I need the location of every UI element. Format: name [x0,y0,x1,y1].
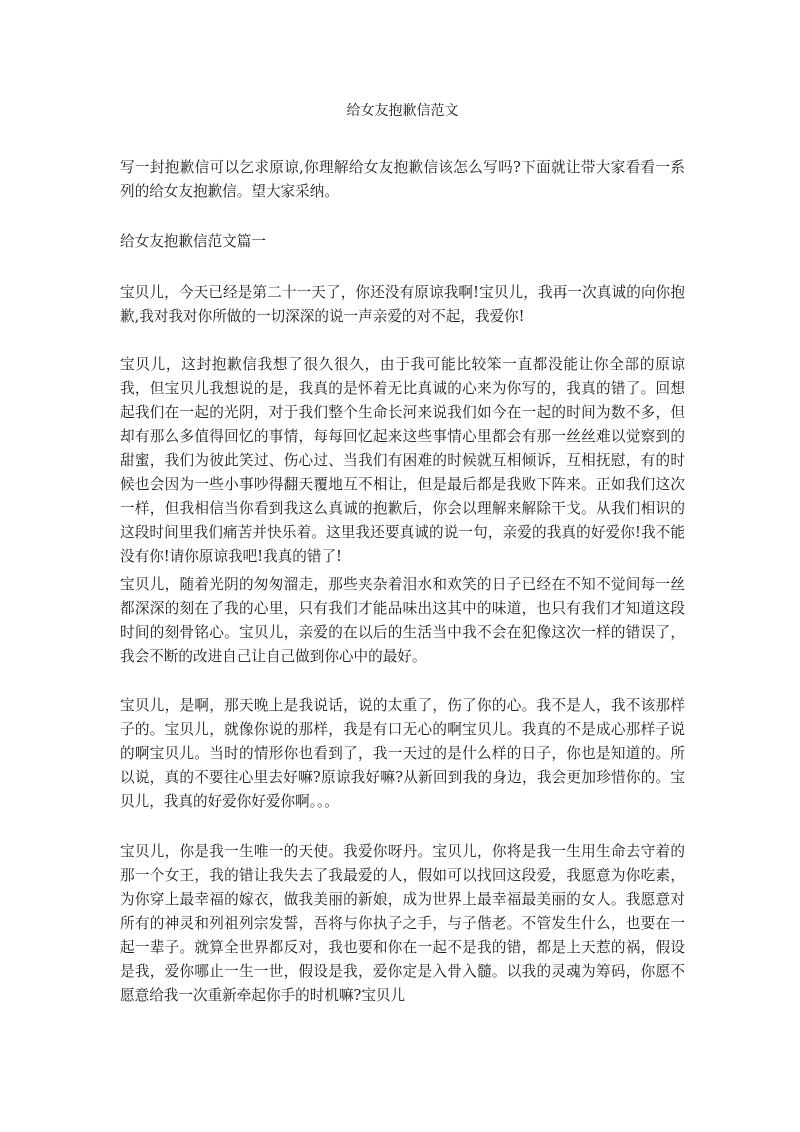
body-paragraph-3: 宝贝儿，随着光阴的匆匆溜走，那些夹杂着泪水和欢笑的日子已经在不知不觉间每一丝都深深的刻在了我的心里，只有我们才能品味出这其中的味道，也只有我们才知道这段时间的刻骨铭心。宝贝儿，亲爱的在以后的生活当中我不会在犯像这次一样的错误了，我会不断的改进自己让自己做到你心中的最好。 [120,576,685,665]
intro-paragraph: 写一封抱歉信可以乞求原谅,你理解给女友抱歉信该怎么写吗?下面就让带大家看看一系列的给女友抱歉信。望大家采纳。 [120,159,685,200]
section-heading: 给女友抱歉信范文篇一 [120,233,266,250]
body-paragraph-2: 宝贝儿，这封抱歉信我想了很久很久，由于我可能比较笨一直都没能让你全部的原谅我，但宝贝儿我想说的是，我真的是怀着无比真诚的心来为你写的，我真的错了。回想起我们在一起的光阴，对于我们整个生命长河来说我们如今在一起的时间为数不多，但却有那么多值得回忆的事情，每每回忆起来这些事情心里都会有那一丝丝难以觉察到的甜蜜，我们为彼此笑过、伤心过、当我们有困难的时候就互相倾诉，互相抚慰，有的时候也会因为一些小事吵得翻天覆地互不相让，但是最后都是我败下阵来。正如我们这次一样，但我相信当你看到我这么真诚的抱歉后，你会以理解来解除干戈。从我们相识的这段时间里我们痛苦并快乐着。这里我还要真诚的说一句，亲爱的我真的好爱你!我不能没有你!请你原谅我吧!我真的错了! [120,356,685,565]
body-paragraph-4: 宝贝儿，是啊，那天晚上是我说话，说的太重了，伤了你的心。我不是人，我不该那样子的。宝贝儿，就像你说的那样，我是有口无心的啊宝贝儿。我真的不是成心那样子说的啊宝贝儿。当时的情形你也看到了，我一天过的是什么样的日子，你也是知道的。所以说，真的不要往心里去好嘛?原谅我好嘛?从新回到我的身边，我会更加珍惜你的。宝贝儿，我真的好爱你好爱你啊。。。 [120,697,685,810]
body-paragraph-5: 宝贝儿，你是我一生唯一的天使。我爱你呀丹。宝贝儿，你将是我一生用生命去守着的那一个女王，我的错让我失去了我最爱的人，假如可以找回这段爱，我愿意为你吃素，为你穿上最幸福的嫁衣，做我美丽的新娘，成为世界上最幸福最美丽的女人。我愿意对所有的神灵和列祖列宗发誓，吾将与你执子之手，与子偕老。不管发生什么，也要在一起一辈子。就算全世界都反对，我也要和你在一起不是我的错，都是上天惹的祸，假设是我，爱你哪止一生一世，假设是我，爱你定是入骨入髓。以我的灵魂为筹码，你愿不愿意给我一次重新牵起你手的时机嘛?宝贝儿 [120,843,685,1004]
body-paragraph-1: 宝贝儿，今天已经是第二十一天了，你还没有原谅我啊!宝贝儿，我再一次真诚的向你抱歉,我对我对你所做的一切深深的说一声亲爱的对不起，我爱你! [120,284,685,325]
document-title: 给女友抱歉信范文 [346,103,459,119]
